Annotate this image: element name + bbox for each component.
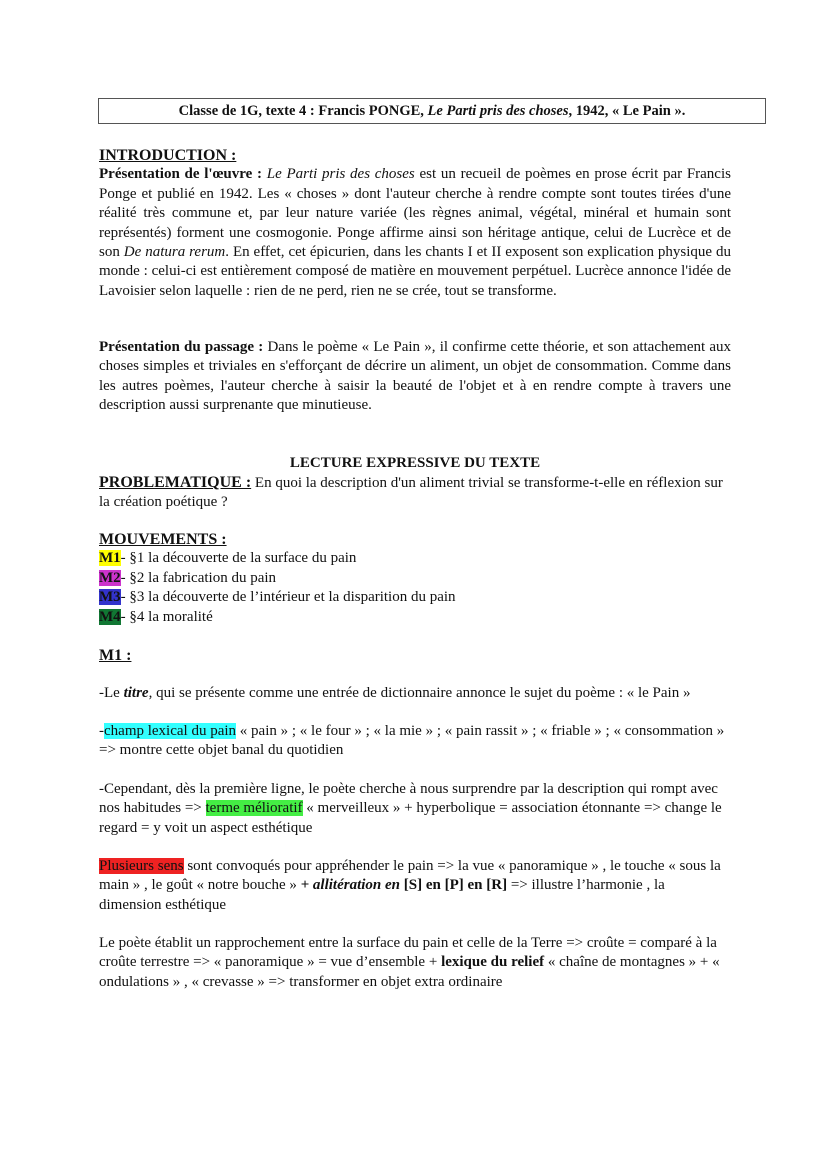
- intro-oeuvre-paragraph: [99, 166, 731, 298]
- m1-p1-text-b: , qui se présente comme une entrée de dictionnaire annonce le sujet du poème : « le Pain »: [148, 685, 691, 701]
- problematique-text: En quoi la description d'un aliment trivial se transforme-t-elle en réflexion sur la création poétique ?: [99, 475, 723, 511]
- m1-p3-text-a: -Cependant, dès la première ligne, le poète cherche à nous surprendre par la description qui rompt avec nos habitudes =>: [99, 781, 718, 817]
- m1-paragraph-title: [99, 684, 731, 703]
- title-suffix: , 1942, « Le Pain ».: [568, 103, 686, 119]
- oeuvre-title: Le Parti pris des choses: [266, 166, 415, 183]
- mouvement-text: - §1 la découverte de la surface du pain: [120, 550, 357, 567]
- mouvement-item-m4: [99, 608, 731, 627]
- mouvement-tag: M3: [99, 589, 121, 606]
- oeuvre-ref: De natura rerum: [123, 244, 226, 261]
- m1-paragraph-relief: [99, 934, 731, 992]
- title-work: Le Parti pris des choses: [427, 103, 569, 119]
- m1-p4-text-a: sont convoqués pour appréhender le pain => la vue « panoramique » , le touche « sous la main » , le goût « notre bouche »: [99, 858, 721, 894]
- m1-paragraph-senses: [99, 857, 731, 915]
- m1-p1-title: titre: [123, 685, 149, 701]
- m1-p4-highlight: Plusieurs sens: [99, 858, 184, 874]
- intro-section: [99, 146, 731, 301]
- mouvement-text: - §2 la fabrication du pain: [120, 569, 277, 586]
- m1-p2-dash: -: [99, 723, 104, 739]
- m1-p3-text-b: « merveilleux » + hyperbolique = association étonnante => change le regard = y voit un aspect esthétique: [99, 800, 722, 836]
- document-title-box: [98, 98, 766, 124]
- m1-paragraph-lexical: [99, 722, 731, 761]
- m1-p5-text-a: Le poète établit un rapprochement entre la surface du pain et celle de la Terre => croûte = comparé à la croûte terrestre => « panoramique » = vue d’ensemble +: [99, 935, 717, 971]
- mouvement-item-m1: [99, 549, 731, 568]
- passage-text: Dans le poème « Le Pain », il confirme cette théorie, et son attachement aux choses simples et triviales en s'efforçant de décrire un aliment, un objet de consommation. Comme dans les autres poèmes, l'auteur cherche à saisir la beauté de l'objet et à en rendre compte à travers une description aussi surprenante que minutieuse.: [99, 339, 732, 414]
- m1-p4-text-c: => illustre l’harmonie , la dimension esthétique: [99, 877, 665, 913]
- m1-heading: M1 :: [99, 647, 132, 664]
- problematique-label: PROBLEMATIQUE :: [99, 474, 252, 491]
- m1-p3-highlight: terme mélioratif: [205, 800, 303, 817]
- problematique-paragraph: [99, 473, 731, 513]
- mouvement-item-m2: [99, 569, 731, 588]
- m1-p5-relief: lexique du relief: [441, 954, 545, 971]
- intro-passage-paragraph: [99, 338, 731, 416]
- m1-paragraph-meliorative: [99, 780, 731, 838]
- m1-p2-highlight: champ lexical du pain: [104, 723, 237, 739]
- oeuvre-text-1: est un recueil de poèmes en prose écrit par Francis Ponge et publié en 1942. Les « choses » dont l'auteur cherche à rendre compte sont toutes tirées d'une réalité très commune et, par leur nature variée (les règnes animal, végétal, minéral et humain sont représentés) forment une cosmogonie. Ponge affirme ainsi son héritage antique, celui de Lucrèce et de son: [99, 166, 731, 261]
- mouvements-section: [99, 530, 731, 627]
- m1-p4-alliteration: + allitération en: [300, 877, 401, 894]
- lecture-heading: LECTURE EXPRESSIVE DU TEXTE: [289, 455, 541, 471]
- passage-label: Présentation du passage :: [99, 339, 264, 355]
- mouvement-tag: M4: [99, 608, 121, 625]
- mouvement-tag: M2: [99, 569, 121, 586]
- intro-heading: INTRODUCTION :: [99, 147, 237, 164]
- mouvement-text: - §3 la découverte de l’intérieur et la disparition du pain: [120, 589, 456, 606]
- m1-p1-text-a: -Le: [99, 685, 124, 701]
- mouvement-item-m3: [99, 588, 731, 607]
- oeuvre-label: Présentation de l'œuvre :: [99, 166, 263, 183]
- oeuvre-text-2: . En effet, cet épicurien, dans les chants I et II exposent son explication physique du monde : celui-ci est entièrement composé de matière en mouvement perpétuel. Lucrèce annonce l'idée de Lavoisier selon laquelle : rien de ne perd, rien ne se crée, tout se transforme.: [99, 244, 731, 299]
- mouvement-text: - §4 la moralité: [120, 608, 213, 625]
- m1-p4-sounds: [S] en [P] en [R]: [400, 877, 508, 894]
- mouvements-heading: MOUVEMENTS :: [99, 531, 227, 548]
- mouvement-tag: M1: [99, 550, 121, 567]
- m1-p5-text-c: « chaîne de montagnes » + « ondulations » , « crevasse » => transformer en objet extra ordinaire: [99, 954, 720, 990]
- m1-p2-text: « pain » ; « le four » ; « la mie » ; « pain rassit » ; « friable » ; « consommation » => montre cette objet banal du quotidien: [99, 723, 725, 759]
- title-prefix: Classe de 1G, texte 4 : Francis PONGE,: [178, 103, 428, 119]
